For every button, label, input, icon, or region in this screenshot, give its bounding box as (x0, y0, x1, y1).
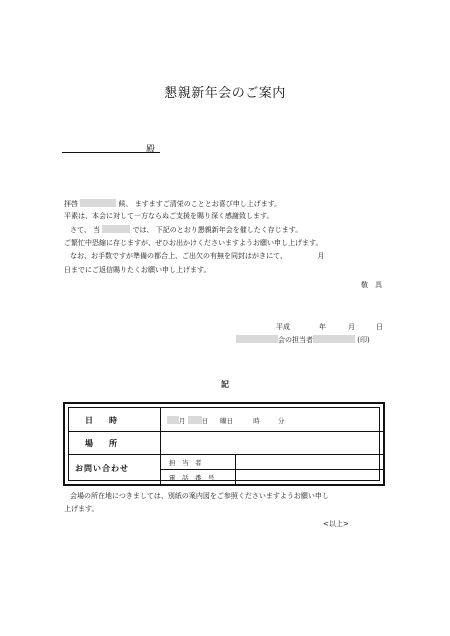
date-era: 平成 (276, 323, 290, 331)
date-year: 年 (319, 323, 326, 331)
ki-heading: 記 (221, 379, 229, 389)
addressee-suffix: 殿 (146, 145, 156, 155)
organization-blank (102, 225, 130, 233)
contact-phone-label: 電 話 番 号 (169, 474, 215, 482)
thanks-line: 平素は、本会に対して一方ならぬご支援を賜り深く感謝致します。 (64, 212, 274, 220)
details-table (63, 402, 385, 486)
footer-line-2: 上げます。 (64, 505, 99, 513)
season-blank (80, 199, 116, 207)
announcement-prefix: さて、 当 (70, 226, 101, 234)
sender-org-blank (236, 335, 278, 343)
datetime-label: 日 時 (85, 415, 117, 425)
greeting-text: 候、 ますますご清栄のこととお喜び申し上げます。 (118, 200, 282, 208)
end-mark: <以上> (323, 520, 349, 528)
rsvp-line (70, 252, 324, 261)
announcement-line (70, 225, 302, 235)
date-day: 日 (376, 323, 383, 331)
contact-person-label: 担 当 者 (169, 459, 202, 467)
datetime-minute: 分 (277, 417, 285, 425)
closing-word: 敬 具 (361, 281, 382, 289)
announcement-text: では、 下記のとおり懇親新年会を催したく存じます。 (132, 226, 303, 234)
request-line: ご繁忙中恐縮に存じますが、ぜひお出かけくださいますようお願い申し上げます。 (64, 239, 323, 247)
contact-label: お問い合わせ (75, 463, 129, 473)
datetime-weekday: 曜日 (220, 417, 234, 425)
row-divider-1 (69, 431, 385, 432)
row-divider-2 (69, 454, 385, 455)
rsvp-text: なお、お手数ですが準備の都合上、ご出欠の有無を同封はがきにて、 (70, 252, 287, 260)
details-table-inner (68, 407, 380, 481)
datetime-day: 日 (201, 417, 209, 425)
contact-inner-divider (235, 454, 236, 484)
sender-name-blank (313, 335, 355, 343)
deadline-line: 日までにご返信賜りたくお願い申し上げます。 (64, 266, 211, 274)
contact-subrow-divider (160, 469, 385, 470)
rsvp-month: 月 (317, 252, 325, 260)
place-label: 場 所 (85, 438, 117, 448)
datetime-values (167, 416, 284, 425)
greeting-line (64, 199, 281, 209)
sender-line (236, 335, 370, 345)
footer-line-1: 会場の所在地につきましては、別紙の案内図をご参照くださいますようお願い申し (70, 492, 329, 500)
seal-mark: (印) (357, 336, 370, 344)
datetime-day-blank (188, 416, 202, 424)
label-column-divider (160, 408, 161, 484)
datetime-month-blank (167, 416, 179, 424)
datetime-month: 月 (179, 417, 186, 425)
greeting-opening: 拝啓 (64, 200, 78, 208)
document-title: 懇親新年会のご案内 (164, 86, 286, 101)
datetime-hour: 時 (253, 417, 260, 425)
sender-middle: 会の担当者 (278, 336, 313, 344)
date-month: 月 (348, 323, 355, 331)
